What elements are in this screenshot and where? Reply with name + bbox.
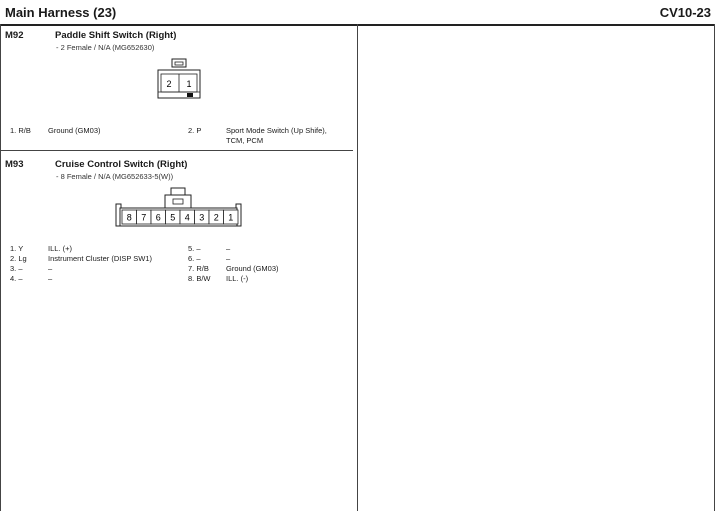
page-header [0,0,715,26]
pin-label: 2 [213,212,219,223]
connector-subtitle: - 2 Female / N/A (MG652630) [56,43,155,52]
pin-number: 5. – [188,244,201,253]
page-title: Main Harness (23) [5,5,117,20]
pin-label: 7 [141,212,147,223]
pin-description: – [48,274,53,283]
pin-description: Sport Mode Switch (Up Shife), [226,126,327,135]
connector-title: Cruise Control Switch (Right) [55,159,188,170]
column-divider [357,24,358,511]
pin-label: 5 [170,212,176,223]
page-code: CV10-23 [659,5,711,20]
key-marker [187,93,193,97]
pin-label: 1 [228,212,234,223]
left-border [0,24,1,511]
pin-number: 2. P [188,126,202,135]
pin-number: 1. R/B [10,126,31,135]
connector-subtitle: - 8 Female / N/A (MG652633-5(W)) [56,172,174,181]
pin-number: 8. B/W [188,274,211,283]
pin-number: 3. – [10,264,23,273]
pin-label: 2 [166,79,172,89]
connector-title: Paddle Shift Switch (Right) [55,30,177,41]
section-divider [0,150,353,151]
connector-code: M92 [5,30,24,41]
pin-description: ILL. (-) [226,274,249,283]
pin-description: ILL. (+) [48,244,72,253]
pin-description-cont: TCM, PCM [226,136,264,145]
pin-label: 1 [186,79,192,89]
pin-description: Ground (GM03) [48,126,101,135]
pin-description: Ground (GM03) [226,264,279,273]
pin-description: – [226,244,231,253]
pin-number: 1. Y [10,244,24,253]
pin-description: – [48,264,53,273]
pin-number: 4. – [10,274,23,283]
pin-description: Instrument Cluster (DISP SW1) [48,254,153,263]
pin-description: – [226,254,231,263]
connector-diagram-m93 [114,186,244,232]
pin-label: 8 [126,212,132,223]
pin-label: 3 [199,212,205,223]
pin-number: 2. Lg [10,254,27,263]
pin-label: 6 [155,212,161,223]
pin-number: 7. R/B [188,264,209,273]
connector-code: M93 [5,159,24,170]
pin-number: 6. – [188,254,201,263]
connector-diagram-m92 [150,56,210,102]
pin-label: 4 [184,212,190,223]
